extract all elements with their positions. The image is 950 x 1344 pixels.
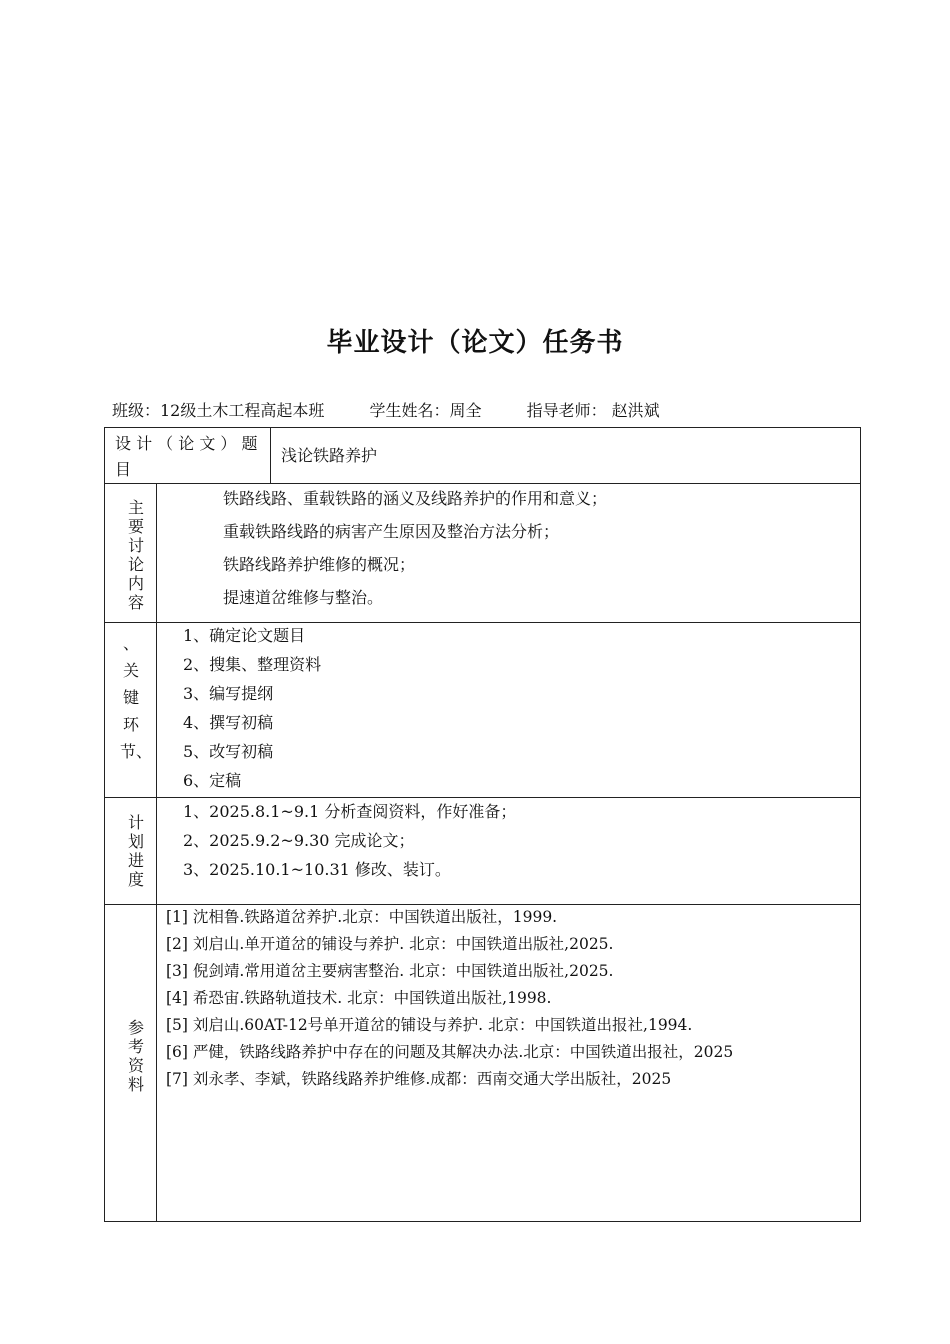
- main-content-label: 主要讨论内容: [127, 498, 144, 612]
- list-item: 3、编写提纲: [183, 684, 274, 703]
- list-item: 6、定稿: [183, 771, 242, 790]
- topic-label-cont: 目: [115, 460, 132, 479]
- info-line: [112, 398, 660, 421]
- column-divider: [270, 428, 271, 483]
- list-item: 4、撰写初稿: [183, 713, 274, 732]
- topic-value: 浅论铁路养护: [281, 446, 378, 465]
- schedule-list: [183, 797, 516, 884]
- list-item: [6] 严健，铁路线路养护中存在的问题及其解决办法.北京：中国铁道出报社，2025: [166, 1043, 734, 1061]
- references-label: 参考资料: [127, 1018, 144, 1094]
- list-item: 1、2025.8.1~9.1 分析查阅资料，作好准备；: [183, 802, 517, 821]
- class-info: 班级：12级土木工程高起本班: [112, 401, 325, 420]
- topic-label: 设 计 （ 论 文 ） 题: [115, 434, 258, 453]
- list-item: [2] 刘启山.单开道岔的铺设与养护. 北京：中国铁道出版社,2025.: [166, 935, 614, 953]
- list-item: [7] 刘永孝、李斌，铁路线路养护维修.成都：西南交通大学出版社，2025: [166, 1070, 672, 1088]
- list-item: 2、2025.9.2~9.30 完成论文；: [183, 831, 415, 850]
- list-item: 3、2025.10.1~10.31 修改、装订。: [183, 860, 451, 879]
- key-steps-list: [183, 621, 321, 795]
- list-item: [1] 沈相鲁.铁路道岔养护.北京：中国铁道出版社，1999.: [166, 908, 558, 926]
- column-divider: [156, 483, 157, 1221]
- list-item: 提速道岔维修与整治。: [223, 588, 384, 607]
- advisor-info: 指导老师： 赵洪斌: [526, 401, 660, 420]
- list-item: 铁路线路养护维修的概况；: [223, 555, 416, 574]
- list-item: [3] 倪剑靖.常用道岔主要病害整治. 北京：中国铁道出版社,2025.: [166, 962, 614, 980]
- references-list: [166, 904, 856, 1093]
- schedule-label: 计划进度: [127, 813, 144, 889]
- task-table: [104, 427, 861, 1222]
- key-steps-label: 、关键环节、: [120, 634, 153, 761]
- list-item: [5] 刘启山.60AT-12号单开道岔的铺设与养护. 北京：中国铁道出报社,1994.: [166, 1016, 693, 1034]
- list-item: [4] 希恐宙.铁路轨道技术. 北京：中国铁道出版社,1998.: [166, 989, 552, 1007]
- list-item: 铁路线路、重载铁路的涵义及线路养护的作用和意义；: [223, 489, 608, 508]
- list-item: 2、搜集、整理资料: [183, 655, 322, 674]
- list-item: 5、改写初稿: [183, 742, 274, 761]
- main-content-list: [223, 482, 607, 614]
- document-title: 毕业设计（论文）任务书: [326, 328, 624, 358]
- list-item: 重载铁路线路的病害产生原因及整治方法分析；: [223, 522, 560, 541]
- student-info: 学生姓名：周全: [369, 401, 482, 420]
- list-item: 1、确定论文题目: [183, 626, 306, 645]
